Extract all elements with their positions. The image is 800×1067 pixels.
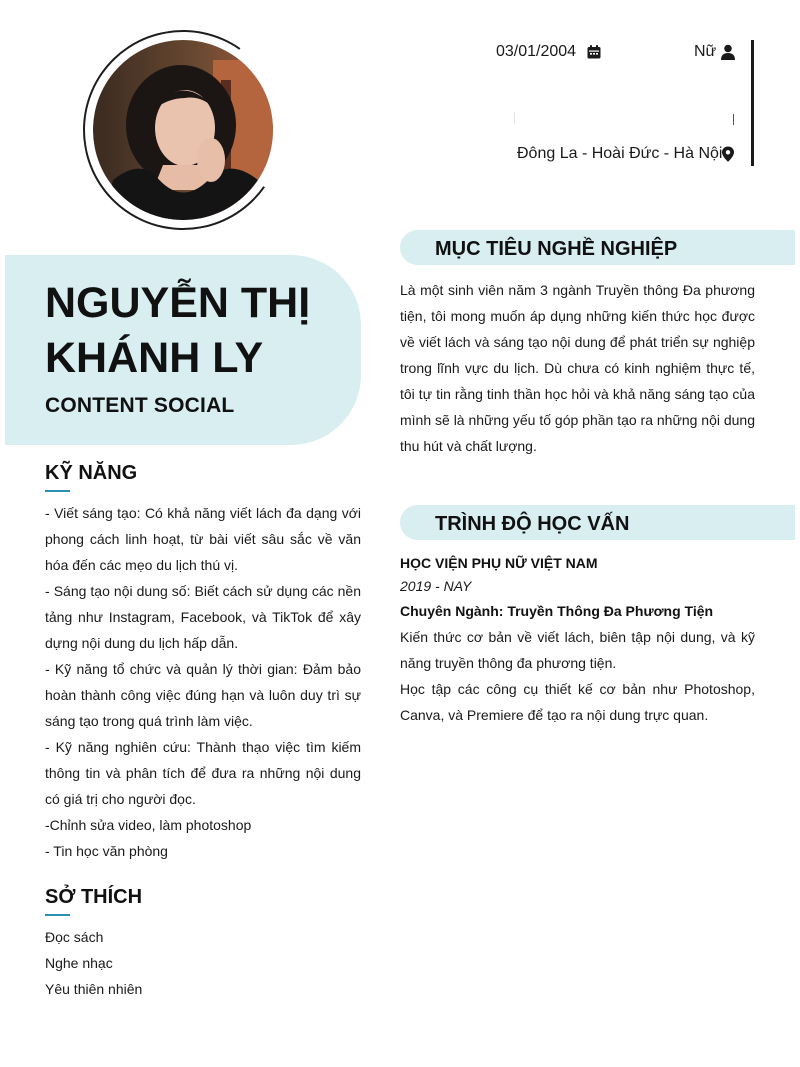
full-name [45, 276, 345, 386]
skills-list [45, 500, 361, 864]
gender-text: Nữ [694, 43, 717, 60]
skill-item: -Chỉnh sửa video, làm photoshop [45, 817, 252, 833]
hobbies-heading: SỞ THÍCH [45, 886, 143, 908]
hobby-item: Đọc sách [45, 929, 104, 945]
skill-item: - Viết sáng tạo: Có khả năng viết lách đa dạng với phong cách linh hoạt, từ bài viết sâu sắc về văn hóa đến các mẹo du lịch thú vị. [45, 505, 361, 573]
skills-heading: KỸ NĂNG [45, 462, 138, 484]
calendar-icon [586, 44, 602, 60]
education-heading: TRÌNH ĐỘ HỌC VẤN [435, 513, 630, 535]
skill-item: - Tin học văn phòng [45, 843, 168, 859]
hobbies-underline [45, 914, 70, 916]
hobbies-list [45, 924, 361, 1002]
address-text: Đông La - Hoài Đức - Hà Nội [517, 145, 723, 162]
person-icon [720, 44, 736, 60]
objective-heading: MỤC TIÊU NGHỀ NGHIỆP [435, 238, 678, 260]
avatar-photo [93, 40, 273, 220]
objective-text: Là một sinh viên năm 3 ngành Truyền thông Đa phương tiện, tôi mong muốn áp dụng những kiến thức học được về viết lách và sáng tạo nội dung để phát triển sự nghiệp trong lĩnh vực du lịch. Dù chưa có kinh nghiệm thực tế, tôi tự tin rằng tinh thần học hỏi và khả năng sáng tạo của mình sẽ là những yếu tố góp phần tạo ra những nội dung thu hút và chất lượng. [400, 282, 756, 454]
name-line-2: KHÁNH LY [45, 334, 264, 382]
dob-text: 03/01/2004 [496, 43, 577, 60]
skill-item: - Sáng tạo nội dung số: Biết cách sử dụng các nền tảng như Instagram, Facebook, và TikTok để xây dựng nội dung du lịch hấp dẫn. [45, 583, 361, 651]
hobby-item: Yêu thiên nhiên [45, 981, 143, 997]
name-line-1: NGUYỄN THỊ [45, 279, 311, 327]
location-pin-icon [720, 146, 736, 162]
school-name: HỌC VIỆN PHỤ NỮ VIỆT NAM [400, 555, 598, 571]
skills-underline [45, 490, 70, 492]
avatar [93, 40, 273, 220]
hobby-item: Nghe nhạc [45, 955, 113, 971]
study-period: 2019 - NAY [400, 578, 472, 594]
education-details [400, 624, 755, 728]
skill-item: - Kỹ năng nghiên cứu: Thành thạo việc tìm kiếm thông tin và phân tích để đưa ra những nội dung có giá trị cho người đọc. [45, 739, 361, 807]
job-title: CONTENT SOCIAL [45, 394, 235, 417]
contact-divider-bar [751, 40, 754, 166]
blank-line-right-mark [733, 114, 734, 125]
skill-item: - Kỹ năng tổ chức và quản lý thời gian: Đảm bảo hoàn thành công việc đúng hạn và luôn duy trì sự sáng tạo trong quá trình làm việc. [45, 661, 361, 729]
blank-line-left-mark [514, 112, 515, 124]
major-text: Chuyên Ngành: Truyền Thông Đa Phương Tiện [400, 603, 714, 619]
education-detail-item: Kiến thức cơ bản về viết lách, biên tập nội dung, và kỹ năng truyền thông đa phương tiện. [400, 629, 755, 671]
education-detail-item: Học tập các công cụ thiết kế cơ bản như Photoshop, Canva, và Premiere để tạo ra nội dung trực quan. [400, 681, 755, 723]
